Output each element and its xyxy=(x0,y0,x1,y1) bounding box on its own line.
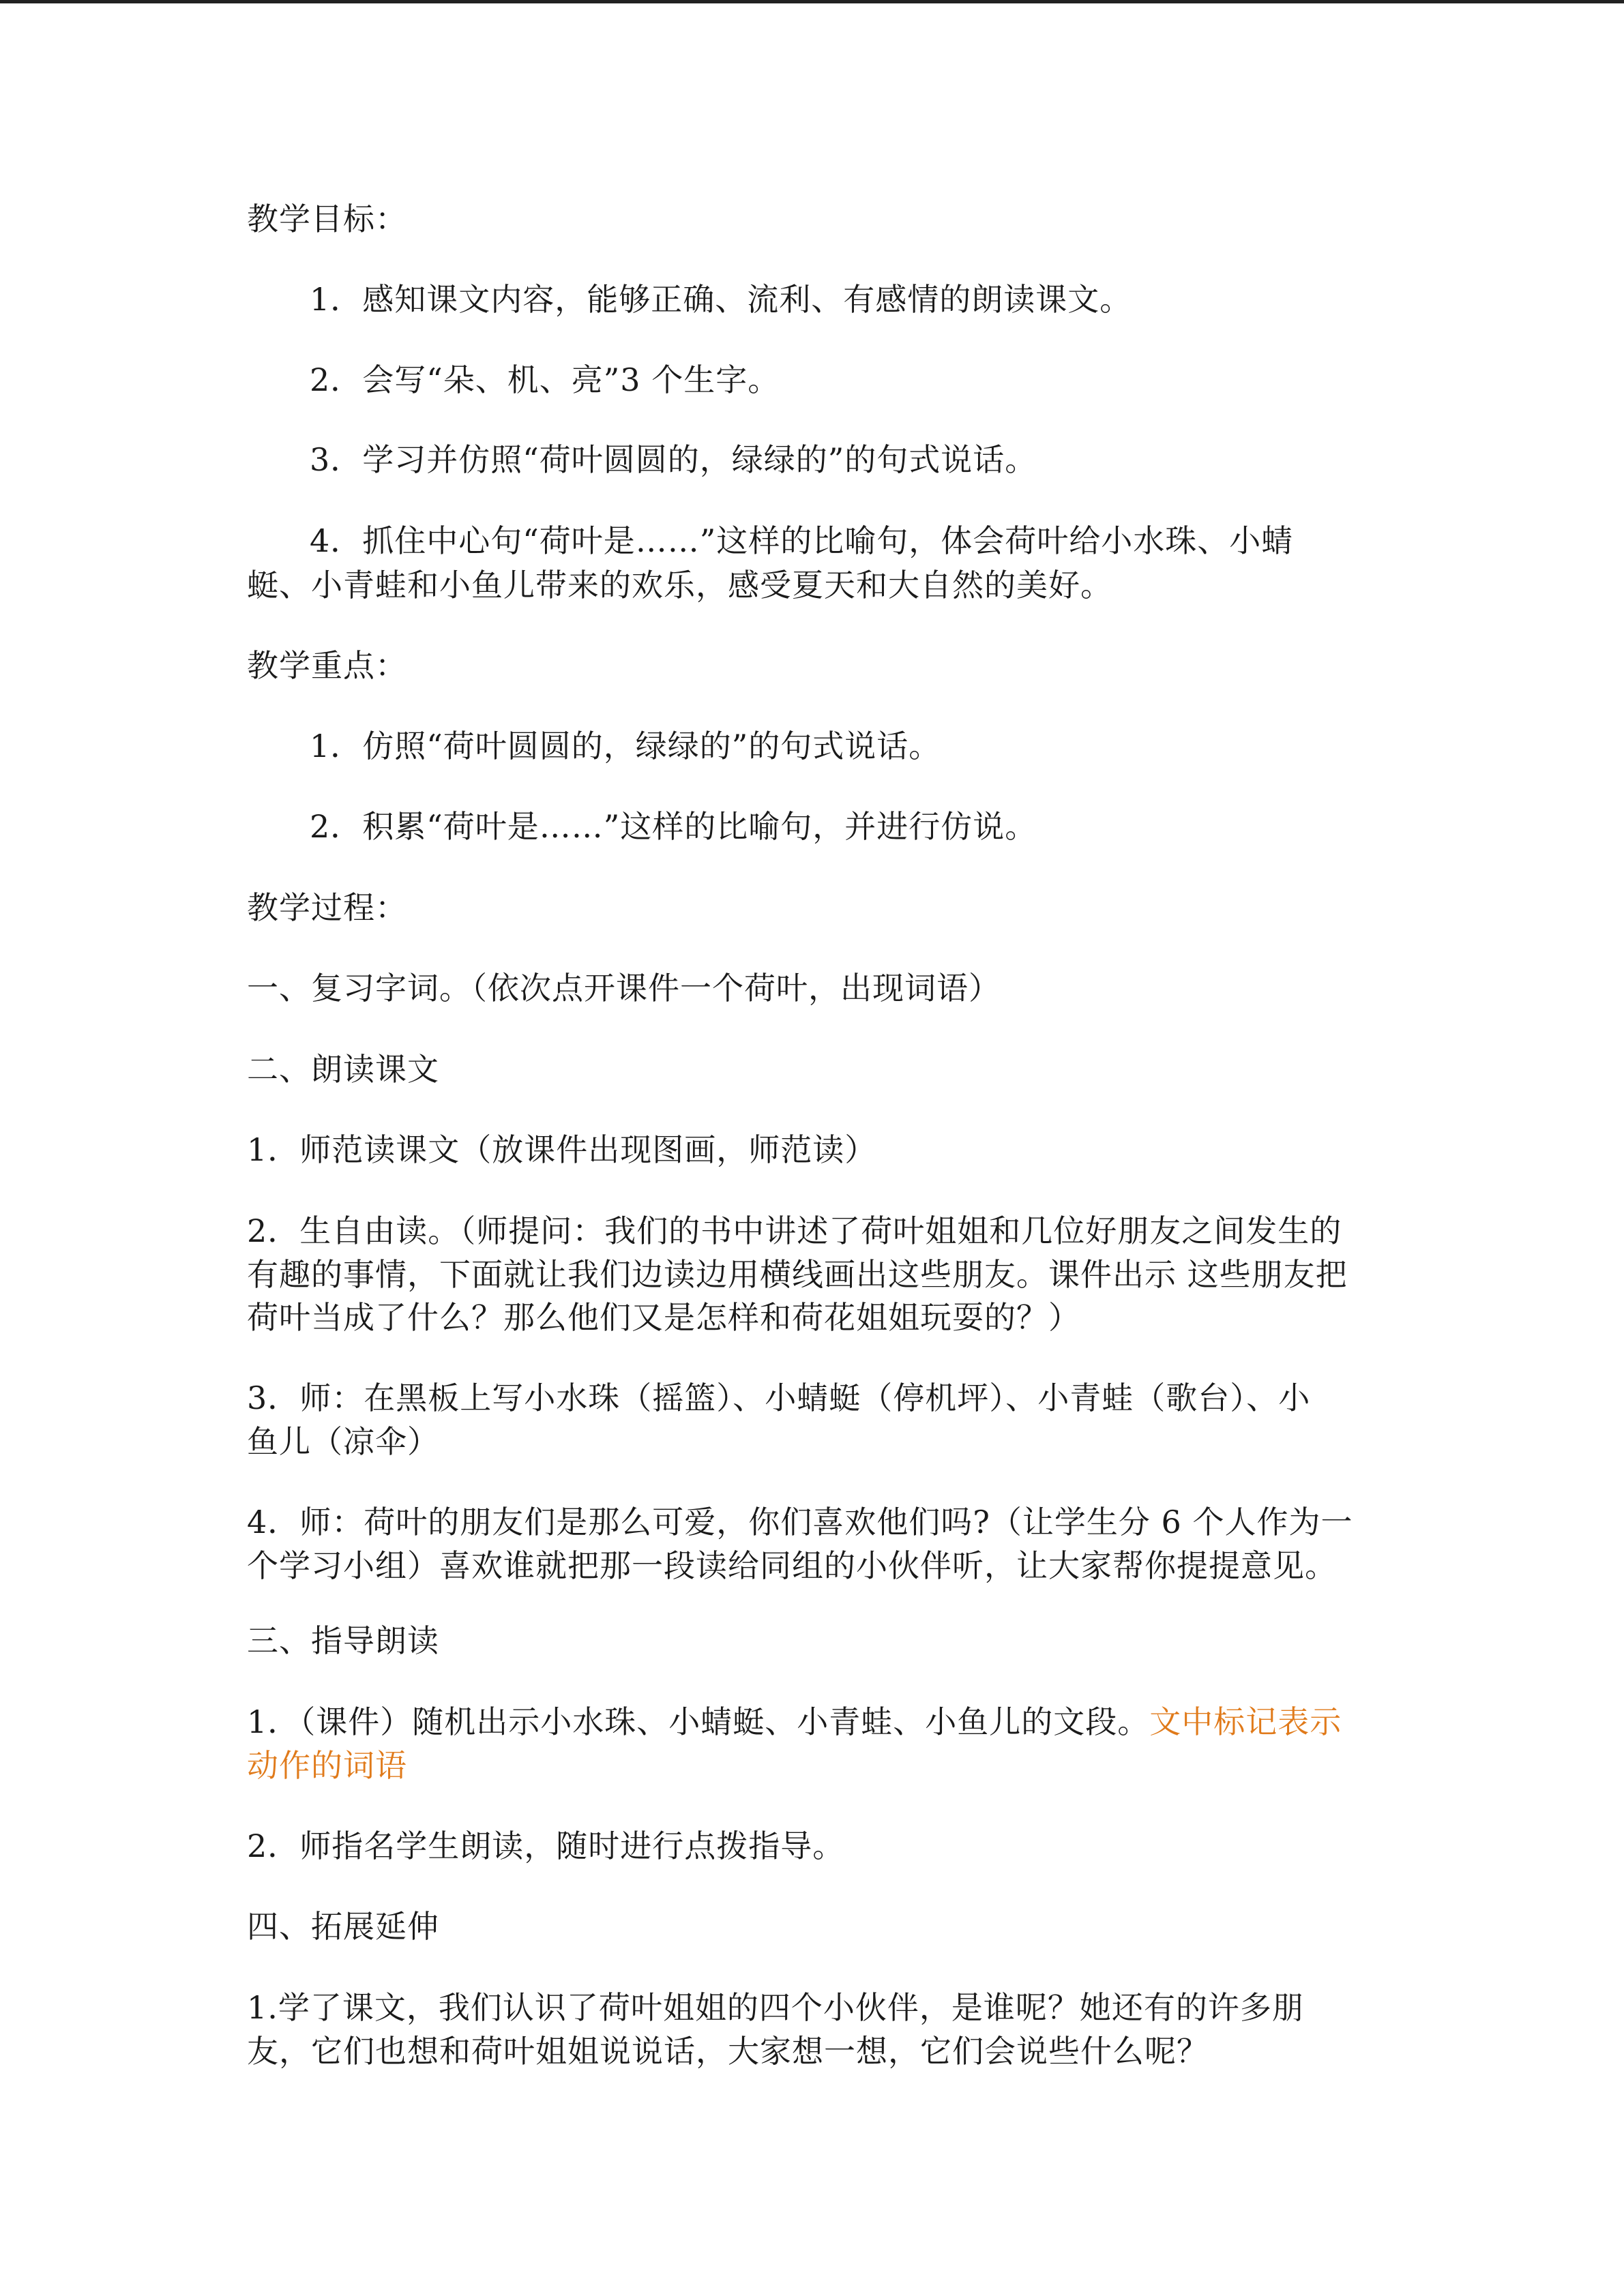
step3-item-1-highlight-cont: 动作的词语 xyxy=(247,1747,407,1784)
step3-item-2: 2．师指名学生朗读，随时进行点拨指导。 xyxy=(247,1828,845,1864)
step3-item-1-text: 1．（课件）随机出示小水珠、小蜻蜓、小青蛙、小鱼儿的文段。 xyxy=(247,1703,1150,1740)
step4-heading: 四、拓展延伸 xyxy=(247,1908,439,1945)
process-heading: 教学过程： xyxy=(247,889,407,926)
step2-item-1: 1．师范读课文（放课件出现图画，师范读） xyxy=(247,1131,877,1168)
step2-item-2: 2．生自由读。（师提问：我们的书中讲述了荷叶姐姐和几位好朋友之间发生的 xyxy=(247,1212,1342,1249)
focus-item-2: 2．积累“荷叶是……”这样的比喻句，并进行仿说。 xyxy=(310,808,1037,845)
focus-item-1: 1．仿照“荷叶圆圆的，绿绿的”的句式说话。 xyxy=(310,728,941,764)
top-border-rule xyxy=(0,0,1624,3)
step4-item-1: 1.学了课文，我们认识了荷叶姐姐的四个小伙伴，是谁呢？她还有的许多朋 xyxy=(247,1989,1304,2026)
step4-item-1-cont: 友，它们也想和荷叶姐姐说说话，大家想一想，它们会说些什么呢？ xyxy=(247,2033,1209,2070)
step2-item-3: 3．师：在黑板上写小水珠（摇篮）、小蜻蜓（停机坪）、小青蛙（歌台）、小 xyxy=(247,1380,1311,1416)
goal-item-3: 3．学习并仿照“荷叶圆圆的，绿绿的”的句式说话。 xyxy=(310,441,1037,478)
goal-item-2: 2．会写“朵、机、亮”3 个生字。 xyxy=(310,361,780,398)
goals-heading: 教学目标： xyxy=(247,200,407,237)
step2-item-3-cont: 鱼儿（凉伞） xyxy=(247,1423,439,1460)
focus-heading: 教学重点： xyxy=(247,647,407,684)
goal-item-4: 4．抓住中心句“荷叶是……”这样的比喻句，体会荷叶给小水珠、小蜻 xyxy=(310,522,1294,559)
step2-item-2-cont-b: 荷叶当成了什么？那么他们又是怎样和荷花姐姐玩耍的？） xyxy=(247,1299,1080,1336)
step2-item-4: 4．师：荷叶的朋友们是那么可爱，你们喜欢他们吗?（让学生分 6 个人作为一 xyxy=(247,1504,1353,1540)
step2-heading: 二、朗读课文 xyxy=(247,1051,439,1088)
step3-item-1 xyxy=(247,1701,1379,1743)
step3-heading: 三、指导朗读 xyxy=(247,1622,439,1659)
step3-item-1-highlight: 文中标记表示 xyxy=(1149,1703,1342,1740)
step2-item-2-cont-a: 有趣的事情，下面就让我们边读边用横线画出这些朋友。课件出示 这些朋友把 xyxy=(247,1256,1348,1293)
goal-item-1: 1．感知课文内容，能够正确、流利、有感情的朗读课文。 xyxy=(310,281,1132,318)
goal-item-4-cont: 蜓、小青蛙和小鱼儿带来的欢乐，感受夏天和大自然的美好。 xyxy=(247,567,1112,603)
step2-item-4-cont: 个学习小组）喜欢谁就把那一段读给同组的小伙伴听，让大家帮你提提意见。 xyxy=(247,1547,1337,1584)
step1-review: 一、复习字词。（依次点开课件一个荷叶，出现词语） xyxy=(247,970,1001,1007)
